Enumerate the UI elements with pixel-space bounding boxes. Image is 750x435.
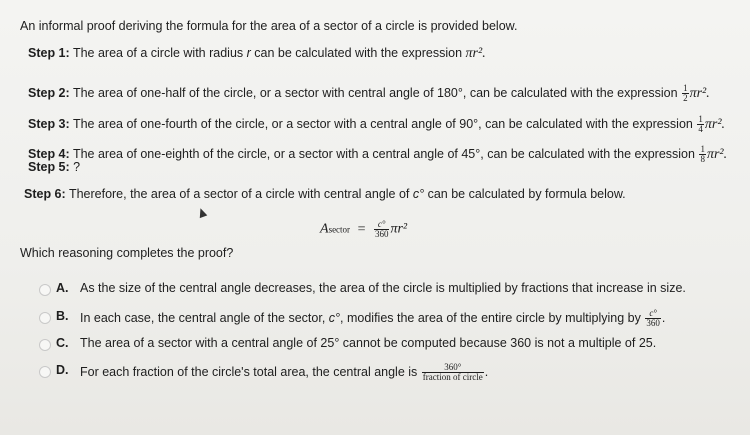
step-label: Step 6:: [24, 187, 66, 201]
step-text: can be calculated by formula below.: [424, 187, 626, 201]
step-fraction: $\frac{1}{4}$: [698, 114, 703, 134]
step-text: The area of one-eighth of the circle, or a sector with a central angle of 45°, can be calculated with the expression: [72, 146, 695, 161]
step-5: [28, 160, 80, 174]
option-end: .: [661, 310, 666, 325]
step-label: Step 1:: [28, 46, 70, 60]
step-4: [28, 145, 727, 164]
option-end: .: [484, 364, 489, 379]
step-3: [28, 115, 725, 134]
step-fraction: $\frac{1}{2}$: [683, 83, 688, 103]
step-expression: πr².: [689, 85, 710, 101]
step-text: ?: [73, 160, 81, 174]
formula-fraction: $\frac{c^\circ}{360}$: [374, 219, 389, 239]
option-c-letter: C.: [56, 336, 69, 350]
option-text: For each fraction of the circle's total area, the central angle is: [80, 364, 418, 379]
option-variable: c°: [328, 310, 341, 325]
option-b-radio[interactable]: [39, 312, 51, 324]
step-6: [24, 187, 626, 201]
step-text: The area of a circle with radius: [72, 46, 247, 60]
option-text: , modifies the area of the entire circle by multiplying by: [340, 310, 641, 325]
option-d-text[interactable]: [80, 363, 488, 382]
option-d-radio[interactable]: [39, 366, 51, 378]
question-text: Which reasoning completes the proof?: [20, 246, 234, 260]
sector-formula: [320, 220, 407, 239]
step-label: Step 3:: [28, 116, 70, 131]
step-label: Step 5:: [28, 160, 70, 174]
step-text: The area of one-fourth of the circle, or a sector with a central angle of 90°, can be calculated with the expression: [72, 116, 693, 131]
formula-rhs: πr²: [390, 221, 408, 237]
step-1: [28, 46, 486, 62]
step-expression: πr².: [706, 146, 728, 162]
option-fraction: $\frac{c^\circ}{360}$: [646, 308, 660, 328]
step-text: can be calculated with the expression: [250, 46, 466, 60]
step-expression: πr².: [704, 116, 726, 132]
option-b-text[interactable]: [80, 309, 665, 328]
step-text: Therefore, the area of a sector of a circle with central angle of: [68, 187, 413, 201]
step-variable: r: [246, 46, 251, 60]
option-d-letter: D.: [56, 363, 69, 377]
step-label: Step 4:: [28, 146, 70, 161]
step-text: The area of one-half of the circle, or a sector with central angle of 180°, can be calculated with the expression: [72, 85, 678, 100]
step-fraction: $\frac{1}{8}$: [700, 144, 705, 164]
intro-text: An informal proof deriving the formula for the area of a sector of a circle is provided below.: [20, 19, 518, 33]
option-b-letter: B.: [56, 309, 69, 323]
formula-subscript: sector: [328, 224, 351, 235]
step-2: [28, 84, 710, 103]
option-a-radio[interactable]: [39, 284, 51, 296]
mouse-cursor-icon: [197, 207, 208, 218]
option-c-text[interactable]: The area of a sector with a central angle of 25° cannot be computed because 360 is not a multiple of 25.: [80, 336, 657, 350]
step-variable: c°: [412, 187, 425, 201]
option-text: In each case, the central angle of the sector,: [80, 310, 329, 325]
formula-lhs: A: [320, 221, 329, 237]
formula-equals: =: [357, 221, 366, 237]
step-expression: πr².: [465, 46, 486, 61]
option-a-letter: A.: [56, 281, 69, 295]
option-a-text[interactable]: As the size of the central angle decreases, the area of the circle is multiplied by fractions that increase in size.: [80, 281, 686, 295]
step-label: Step 2:: [28, 85, 70, 100]
option-c-radio[interactable]: [39, 339, 51, 351]
option-fraction: $\frac{360^\circ}{\text{fraction of circle}}$: [422, 362, 483, 382]
